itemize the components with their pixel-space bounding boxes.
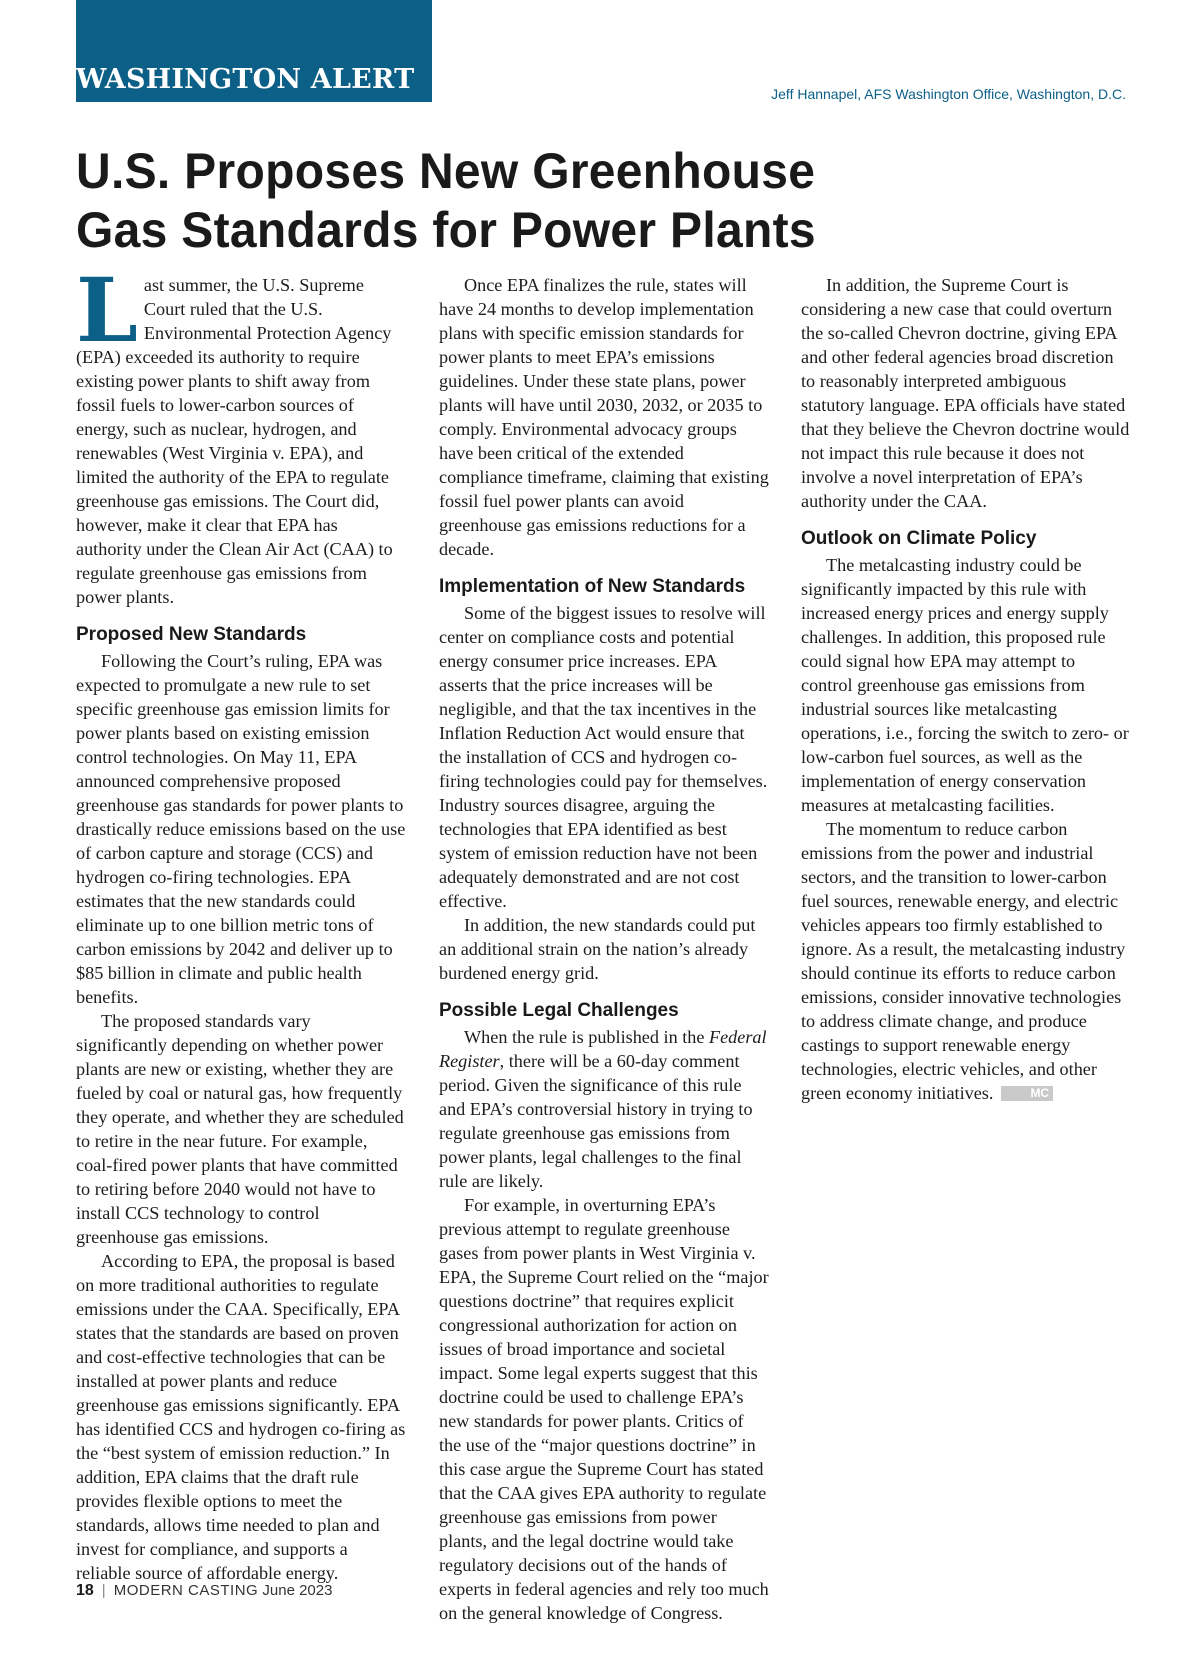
article-title-line-1: U.S. Proposes New Greenhouse (76, 144, 816, 200)
publication-name: MODERN CASTING (113, 1582, 259, 1599)
italic-publication-name: Federal Register (439, 1027, 767, 1071)
paragraph: Some of the biggest issues to resolve will center on compliance costs and potential energy consumer price increases. EPA asserts that the price increases will be negligible, and that the tax incentives in the Inflation Reduction Act would ensure that the installation of CCS and hydrogen co-firing technologies could pay for themselves. Industry sources disagree, arguing the technologies that EPA identified as best system of emission reduction have not been adequately demonstrated and are not cost effective. (439, 603, 768, 911)
page-number: 18 (76, 1582, 94, 1599)
article-title-line-2: Gas Standards for Power Plants (76, 202, 816, 259)
article-column-2 (439, 273, 769, 1625)
article-column-1 (76, 258, 406, 1585)
section-label: WASHINGTON ALERT (76, 64, 415, 95)
paragraph: In addition, the Supreme Court is considering a new case that could overturn the so-called Chevron doctrine, giving EPA and other federal agencies broad discretion to reasonably interpreted ambiguous statutory language. EPA officials have stated that they believe the Chevron doctrine would not impact this rule because it does not involve a novel interpretation of EPA’s authority under the CAA. (801, 275, 1130, 511)
paragraph: Following the Court’s ruling, EPA was expected to promulgate a new rule to set specific greenhouse gas emission limits for power plants based on existing emission control technologies. On May 11, EPA announced comprehensive proposed greenhouse gas standards for power plants to drastically reduce emissions based on the use of carbon capture and storage (CCS) and hydrogen co-firing technologies. EPA estimates that the new standards could eliminate up to one billion metric tons of carbon emissions by 2042 and deliver up to $85 billion in climate and public health benefits. (76, 651, 406, 1007)
article-column-3 (801, 273, 1131, 1105)
article-title (76, 143, 1136, 261)
footer-separator: | (101, 1582, 106, 1599)
paragraph: According to EPA, the proposal is based on more traditional authorities to regulate emissions under the CAA. Specifically, EPA states that the standards are based on proven and cost-effective technologies that can be installed at power plants and reduce greenhouse gas emissions significantly. EPA has identified CCS and hydrogen co-firing as the “best system of emission reduction.” In addition, EPA claims that the draft rule provides flexible options to meet the standards, allows time needed to plan and invest for compliance, and supports a reliable source of affordable energy. (76, 1251, 406, 1583)
paragraph: The metalcasting industry could be significantly impacted by this rule with increased energy prices and energy supply challenges. In addition, this proposed rule could signal how EPA may attempt to control greenhouse gas emissions from industrial sources like metalcasting operations, i.e., forcing the switch to zero- or low-carbon fuel sources, as well as the implementation of energy conservation measures at metalcasting facilities. (801, 555, 1129, 815)
subheading-legal-challenges: Possible Legal Challenges (439, 1000, 679, 1021)
paragraph: Once EPA finalizes the rule, states will have 24 months to develop implementation plans with specific emission standards for power plants to meet EPA’s emissions guidelines. Under these state plans, power plants will have until 2030, 2032, or 2035 to comply. Environmental advocacy groups have been critical of the extended compliance timeframe, claiming that existing fossil fuel power plants can avoid greenhouse gas emissions reductions for a decade. (439, 275, 769, 559)
end-mark-icon: MC (1001, 1086, 1053, 1101)
subheading-implementation: Implementation of New Standards (439, 576, 746, 597)
drop-cap: L (76, 258, 138, 362)
byline: Jeff Hannapel, AFS Washington Office, Washington, D.C. (771, 86, 1126, 102)
paragraph: In addition, the new standards could put an additional strain on the nation’s already burdened energy grid. (439, 915, 756, 983)
paragraph: The momentum to reduce carbon emissions from the power and industrial sectors, and the transition to lower-carbon fuel sources, renewable energy, and electric vehicles appears too firmly established to ignore. As a result, the metalcasting industry should continue its efforts to reduce carbon emissions, consider innovative technologies to address climate change, and produce castings to support renewable energy technologies, electric vehicles, and other green economy initiatives. MC (801, 819, 1126, 1103)
subheading-outlook: Outlook on Climate Policy (801, 528, 1037, 549)
intro-paragraph: Last summer, the U.S. Supreme Court ruled that the U.S. Environmental Protection Agency (EPA) exceeded its authority to require existing power plants to shift away from fossil fuels to lower-carbon sources of energy, such as nuclear, hydrogen, and renewables (West Virginia v. EPA), and limited the authority of the EPA to regulate greenhouse gas emissions. The Court did, however, make it clear that EPA has authority under the Clean Air Act (CAA) to regulate greenhouse gas emissions from power plants. (76, 258, 393, 607)
page-footer (76, 1582, 332, 1600)
paragraph: The proposed standards vary significantly depending on whether power plants are new or existing, whether they are fueled by coal or natural gas, how frequently they operate, and whether they are scheduled to retire in the near future. For example, coal-fired power plants that have committed to retiring before 2040 would not have to install CCS technology to control greenhouse gas emissions. (76, 1011, 404, 1247)
paragraph: When the rule is published in the Federal Register, there will be a 60-day comment period. Given the significance of this rule and EPA’s controversial history in trying to regulate greenhouse gas emissions from power plants, legal challenges to the final rule are likely. (439, 1027, 767, 1191)
subheading-proposed-standards: Proposed New Standards (76, 624, 307, 645)
issue-date: June 2023 (262, 1582, 333, 1599)
paragraph: For example, in overturning EPA’s previous attempt to regulate greenhouse gases from power plants in West Virginia v. EPA, the Supreme Court relied on the “major questions doctrine” that requires explicit congressional authorization for action on issues of broad importance and societal impact. Some legal experts suggest that this doctrine could be used to challenge EPA’s new standards for power plants. Critics of the use of the “major questions doctrine” in this case argue the Supreme Court has stated that the CAA gives EPA authority to regulate greenhouse gas emissions from power plants, and the legal doctrine would take regulatory decisions out of the hands of experts in federal agencies and rely too much on the general knowledge of Congress. (439, 1195, 769, 1623)
